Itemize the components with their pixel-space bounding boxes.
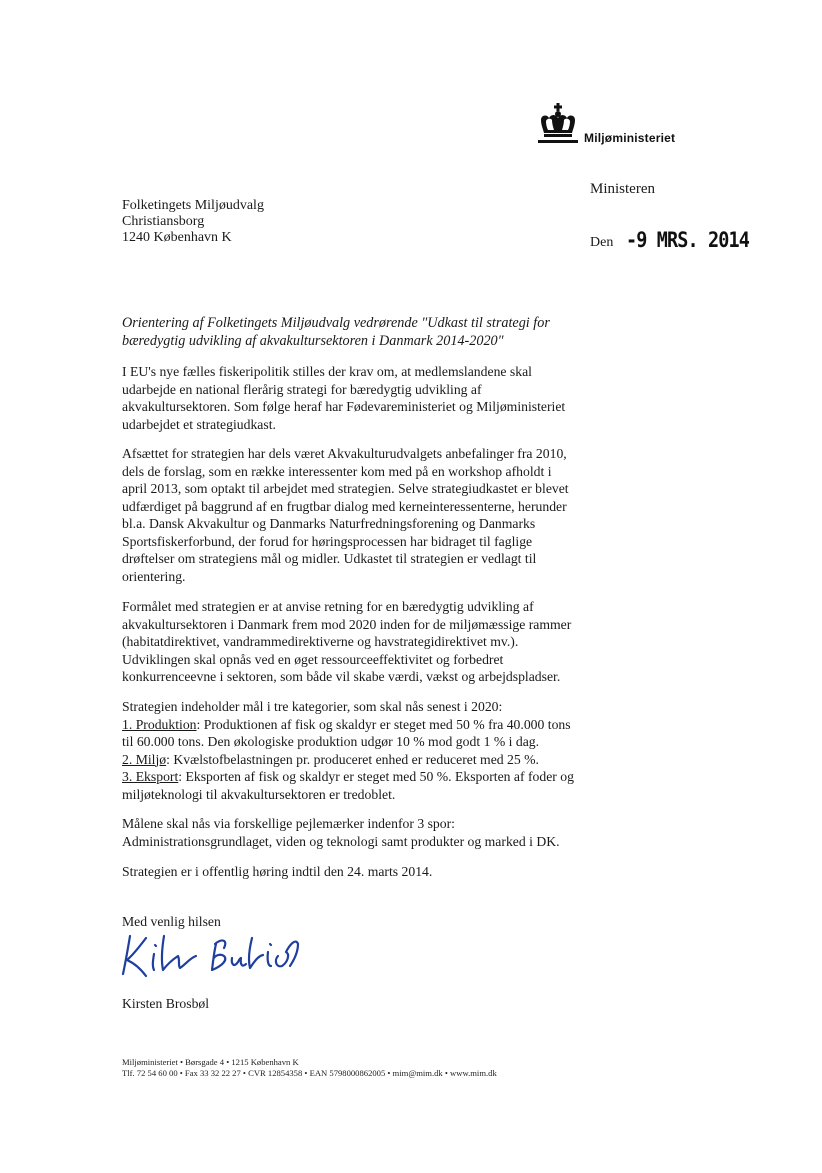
paragraph	[122, 815, 597, 850]
text-line: udarbejde en national flerårig strategi for bæredygtig udvikling af	[122, 381, 482, 397]
text-line: udarbejdet et strategiudkast.	[122, 416, 276, 432]
text-line: dels de forslag, som en række interessenter kom med på en workshop afholdt i	[122, 463, 552, 479]
paragraph	[122, 445, 597, 585]
crown-icon	[535, 103, 581, 147]
text-line: drøftelser om strategiens mål og midler. Udkastet til strategien er vedlagt til	[122, 551, 537, 566]
recipient-line: Folketingets Miljøudvalg	[122, 198, 264, 213]
recipient-line: 1240 København K	[122, 230, 232, 245]
goal-label: 1. Produktion	[122, 716, 197, 732]
text-line: akvakultursektoren i Danmark frem mod 2020 inden for de miljømæssige rammer	[122, 616, 572, 632]
paragraph	[122, 598, 597, 686]
text-line: konkurrenceevne i sektoren, som både vil skabe værdi, vækst og arbejdspladser.	[122, 669, 561, 684]
text-line: Formålet med strategien er at anvise retning for en bæredygtig udvikling af	[122, 599, 534, 614]
handwritten-signature	[118, 930, 308, 982]
text-line: udfærdiget på baggrund af en frugtbar dialog med kerneinteressenterne, herunder	[122, 498, 567, 514]
goal-item-environment	[122, 751, 597, 769]
closing-greeting: Med venlig hilsen	[122, 914, 221, 929]
text-line: til 60.000 tons. Den økologiske produktion udgør 10 % mod godt 1 % i dag.	[122, 734, 540, 749]
goal-label: 3. Eksport	[122, 769, 179, 784]
footer-address: Miljøministeriet • Børsgade 4 • 1215 København K	[122, 1057, 299, 1067]
text-line: orientering.	[122, 568, 186, 584]
text-line: (habitatdirektivet, vandrammedirektiverne og havstrategidirektivet mv.).	[122, 634, 519, 649]
goal-item-production	[122, 716, 597, 734]
text-line: I EU's nye fælles fiskeripolitik stilles der krav om, at medlemslandene skal	[122, 364, 532, 379]
letter-footer	[122, 1057, 497, 1079]
goal-text: : Produktionen af fisk og skaldyr er steget med 50 % fra 40.000 tons	[196, 716, 571, 732]
text-line: Målene skal nås via forskellige pejlemærker indenfor 3 spor:	[122, 816, 455, 831]
text-line: april 2013, som optakt til arbejdet med strategien. Selve strategiudkastet er blevet	[122, 481, 569, 496]
paragraph: Strategien er i offentlig høring indtil den 24. marts 2014.	[122, 864, 433, 879]
goals-intro: Strategien indeholder mål i tre kategorier, som skal nås senest i 2020:	[122, 699, 503, 714]
text-line: akvakultursektoren. Som følge heraf har Fødevareministeriet og Miljøministeriet	[122, 399, 566, 414]
text-line: Udviklingen skal opnås ved en øget ressourceeffektivitet og forbedret	[122, 651, 504, 667]
goal-item-export	[122, 768, 597, 786]
letter-subject	[122, 315, 592, 350]
paragraph	[122, 363, 597, 433]
sender-title: Ministeren	[590, 181, 655, 197]
recipient-line: Christiansborg	[122, 214, 205, 229]
goal-text: : Eksporten af fisk og skaldyr er steget med 50 %. Eksporten af foder og	[178, 769, 574, 784]
text-line: Administrationsgrundlaget, viden og teknologi samt produkter og marked i DK.	[122, 833, 560, 849]
text-line: bl.a. Dansk Akvakultur og Danmarks Naturfredningsforening og Danmarks	[122, 516, 536, 531]
ministry-name: Miljøministeriet	[584, 131, 676, 145]
date-stamp: -9 MRS. 2014	[626, 228, 749, 252]
goals-paragraph	[122, 698, 597, 803]
signer-name: Kirsten Brosbøl	[122, 996, 210, 1011]
subject-line: bæredygtig udvikling af akvakultursektoren i Danmark 2014-2020"	[122, 332, 504, 349]
subject-line: Orientering af Folketingets Miljøudvalg vedrørende "Udkast til strategi for	[122, 315, 550, 331]
text-line: Afsættet for strategien har dels været Akvakulturudvalgets anbefalinger fra 2010,	[122, 446, 567, 461]
goal-text: : Kvælstofbelastningen pr. produceret enhed er reduceret med 25 %.	[166, 751, 539, 767]
text-line: Sportsfiskerforbund, der forud for høringsprocessen har bidraget til faglige	[122, 533, 533, 549]
date-label: Den	[590, 235, 614, 250]
footer-contact: Tlf. 72 54 60 00 • Fax 33 32 22 27 • CVR 12854358 • EAN 5798000862005 • mim@mim.dk • www.mim.dk	[122, 1068, 497, 1078]
text-line: miljøteknologi til akvakultursektoren er tredoblet.	[122, 786, 396, 802]
goal-label: 2. Miljø	[122, 751, 167, 767]
recipient-address	[122, 198, 264, 246]
